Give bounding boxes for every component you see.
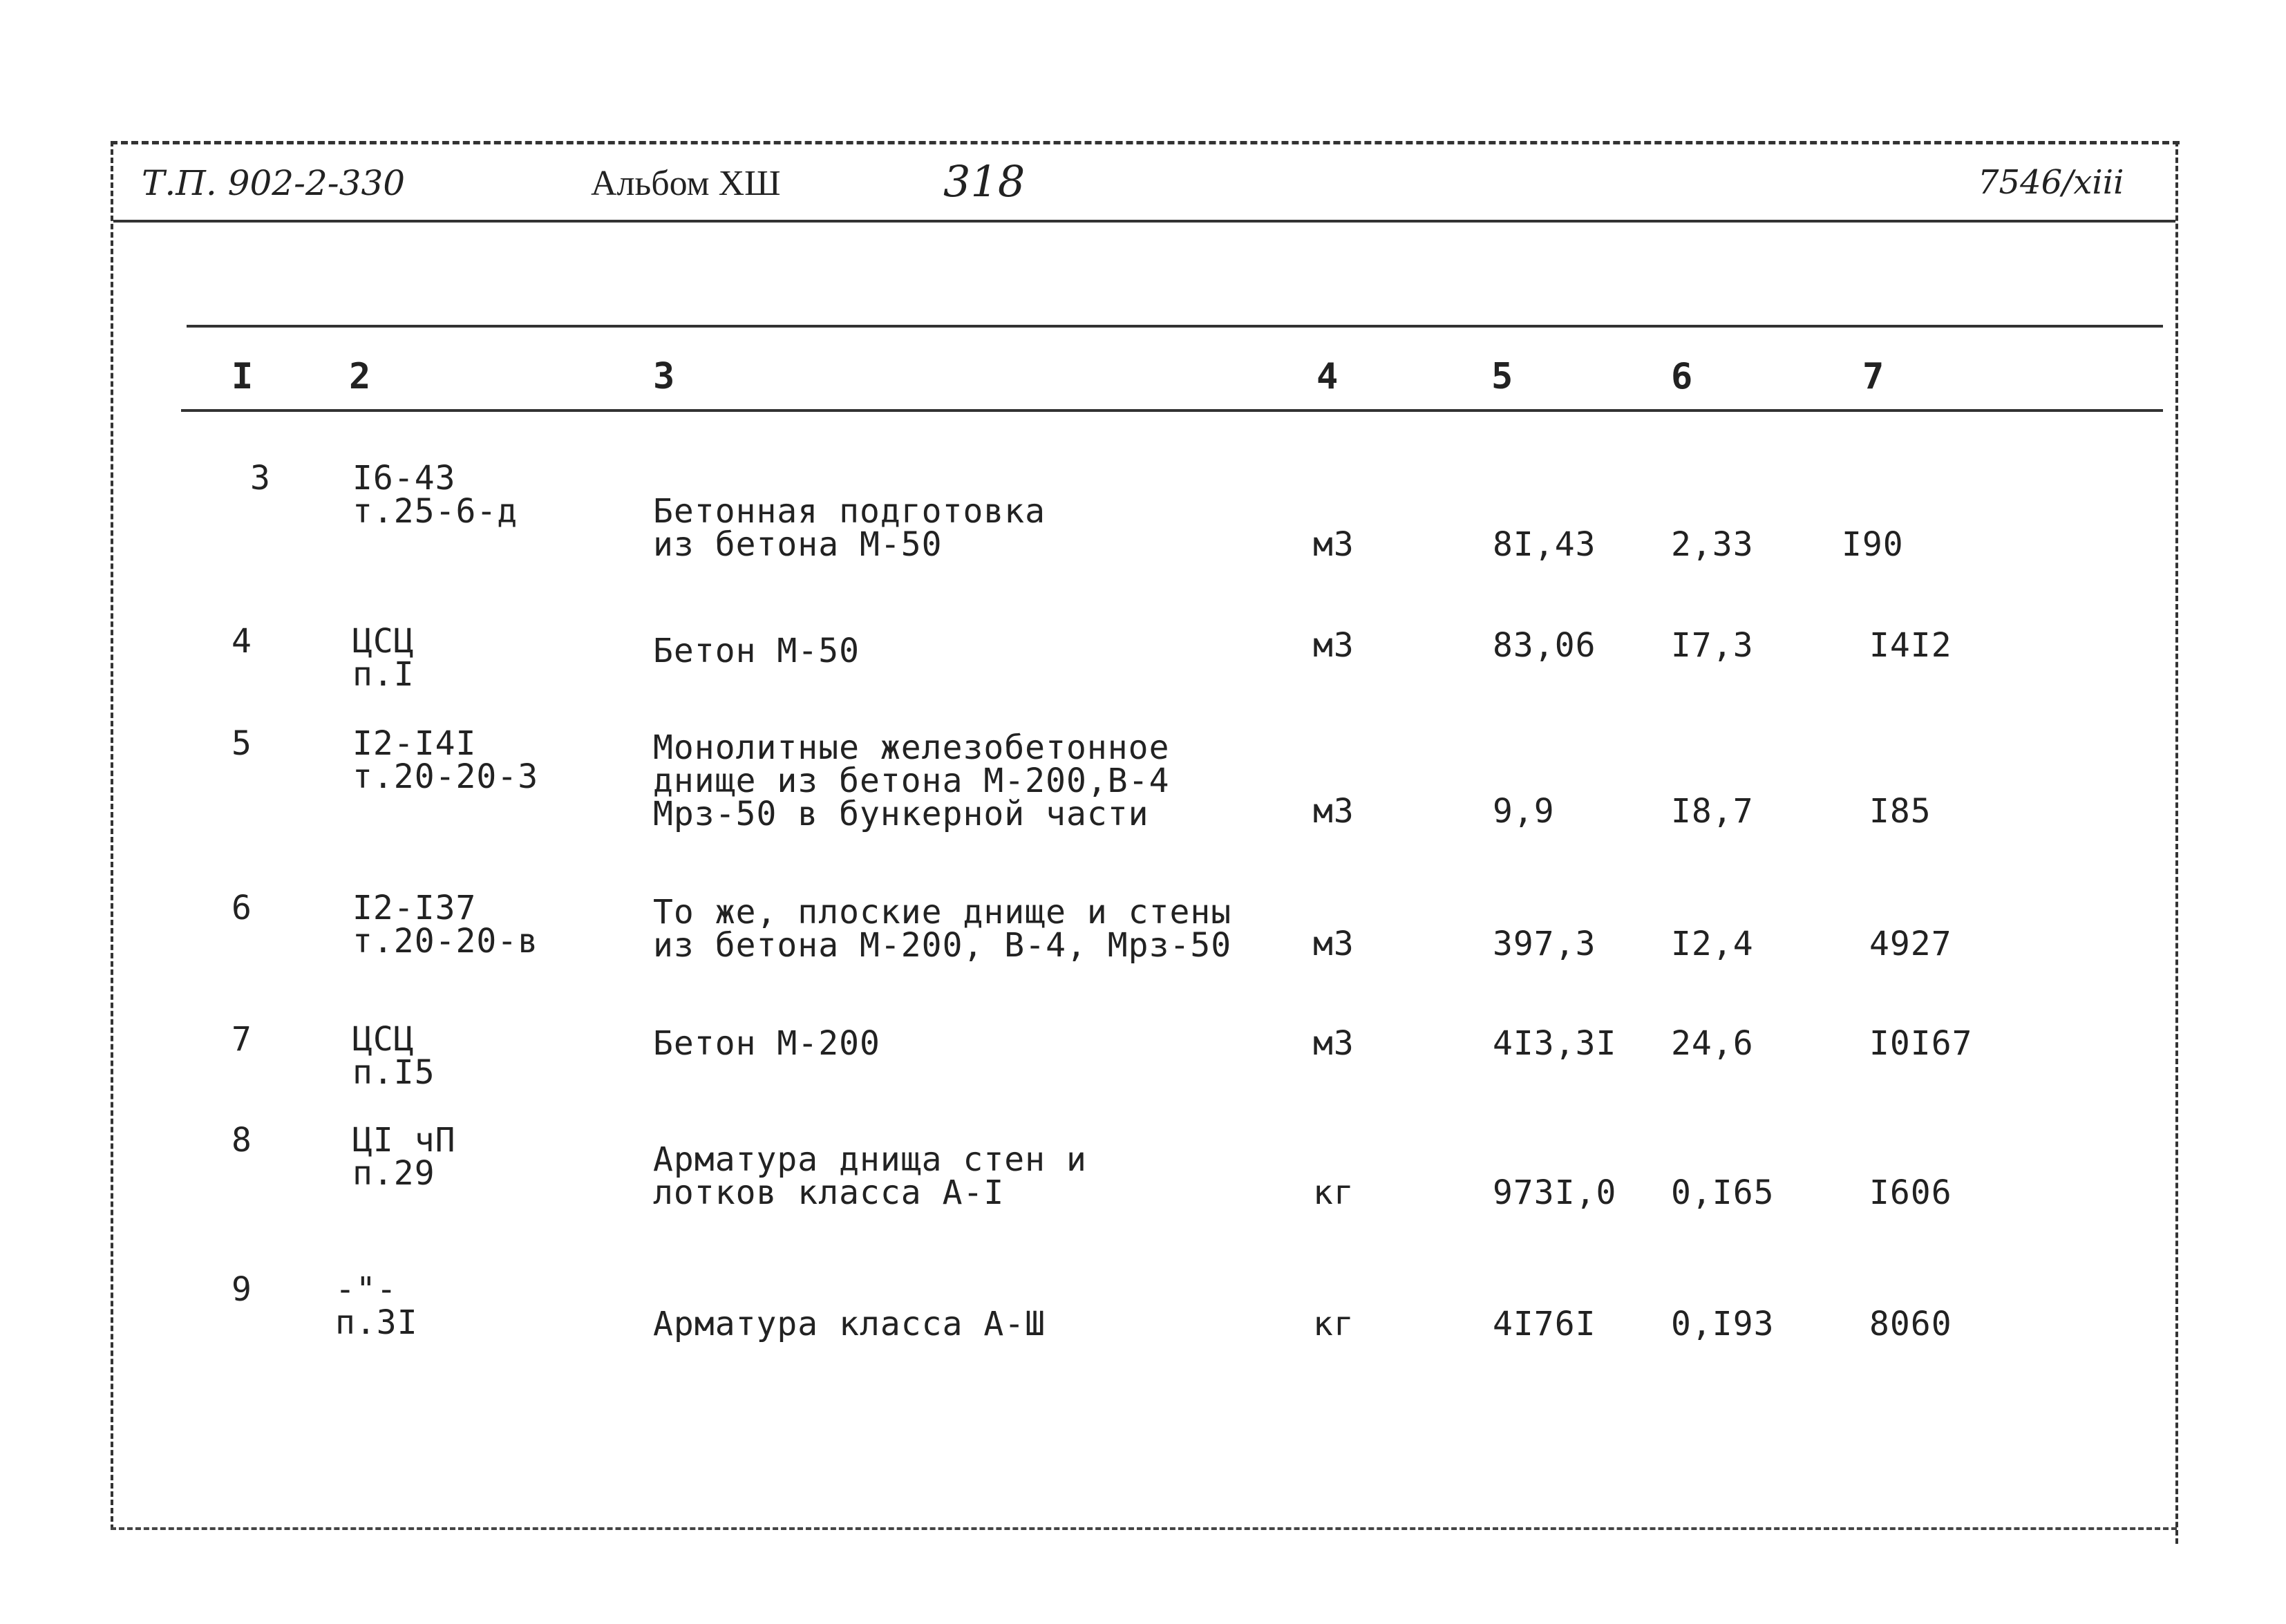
column-header-5: 5	[1491, 356, 1513, 397]
row-unit-price: 24,6	[1671, 1024, 1754, 1063]
frame-right-border	[2175, 141, 2178, 1544]
row-unit-price: 0,I93	[1671, 1305, 1775, 1343]
row-total: 8060	[1869, 1305, 1952, 1343]
row-reference: I6-43 т.25-6-д	[352, 459, 518, 531]
page-number: 318	[943, 156, 1026, 207]
column-header-7: 7	[1862, 356, 1884, 397]
row-reference: ЦI чП п.29	[352, 1121, 456, 1193]
row-number: 9	[232, 1270, 252, 1309]
row-unit-price: 2,33	[1671, 525, 1754, 564]
row-number: 6	[232, 889, 252, 927]
frame-left-border	[111, 141, 113, 1530]
row-quantity: 4I3,3I	[1493, 1024, 1617, 1063]
row-total: I90	[1842, 525, 1904, 564]
row-quantity: 4I76I	[1493, 1305, 1596, 1343]
row-reference: I2-I37 т.20-20-в	[352, 889, 539, 961]
table-top-rule	[187, 325, 2163, 328]
column-header-2: 2	[349, 356, 371, 397]
row-unit: м3	[1313, 525, 1354, 564]
row-unit-price: I8,7	[1671, 792, 1754, 831]
row-unit: м3	[1313, 1024, 1354, 1063]
frame-bottom-border	[111, 1527, 2177, 1530]
row-description: Бетон М-200	[653, 1024, 880, 1063]
row-unit: м3	[1313, 925, 1354, 963]
row-description: Бетон М-50	[653, 632, 860, 670]
row-quantity: 397,3	[1493, 925, 1596, 963]
row-quantity: 8I,43	[1493, 525, 1596, 564]
row-number: 8	[232, 1121, 252, 1160]
row-unit: м3	[1313, 792, 1354, 831]
row-unit: кг	[1313, 1173, 1354, 1212]
row-quantity: 83,06	[1493, 626, 1596, 665]
row-unit: кг	[1313, 1305, 1354, 1343]
header-divider	[113, 220, 2175, 223]
row-number: 4	[232, 622, 252, 661]
project-number: Т.П. 902-2-330	[142, 163, 406, 203]
row-reference: -"- п.3I	[335, 1270, 418, 1342]
row-number: 7	[232, 1020, 252, 1059]
row-number: 3	[250, 459, 271, 498]
row-description: Монолитные железобетонное днище из бетона М-200,В-4 Мрз-50 в бункерной части	[653, 728, 1170, 833]
row-description: Арматура класса А-Ш	[653, 1305, 1046, 1343]
row-reference: ЦСЦ п.I5	[352, 1020, 435, 1092]
column-header-6: 6	[1671, 356, 1693, 397]
row-reference: I2-I4I т.20-20-3	[352, 724, 539, 796]
row-unit: м3	[1313, 626, 1354, 665]
row-total: I85	[1869, 792, 1931, 831]
column-header-1: I	[232, 356, 254, 397]
row-unit-price: I2,4	[1671, 925, 1754, 963]
row-quantity: 9,9	[1493, 792, 1555, 831]
row-total: 4927	[1869, 925, 1952, 963]
row-reference: ЦСЦ п.I	[352, 622, 415, 694]
row-quantity: 973I,0	[1493, 1173, 1617, 1212]
row-description: Бетонная подготовка из бетона М-50	[653, 492, 1046, 564]
row-description: То же, плоские днище и стены из бетона М-200, В-4, Мрз-50	[653, 893, 1232, 965]
table-header-rule	[181, 409, 2163, 412]
row-total: I606	[1869, 1173, 1952, 1212]
row-total: I4I2	[1869, 626, 1952, 665]
row-unit-price: I7,3	[1671, 626, 1754, 665]
row-unit-price: 0,I65	[1671, 1173, 1775, 1212]
row-total: I0I67	[1869, 1024, 1973, 1063]
column-header-4: 4	[1316, 356, 1339, 397]
inventory-code: 7546/xiii	[1978, 163, 2124, 202]
row-description: Арматура днища стен и лотков класса А-I	[653, 1140, 1087, 1212]
column-header-3: 3	[653, 356, 675, 397]
frame-top-border	[111, 141, 2180, 144]
album-label: Альбом ХШ	[591, 164, 781, 203]
row-number: 5	[232, 724, 252, 763]
